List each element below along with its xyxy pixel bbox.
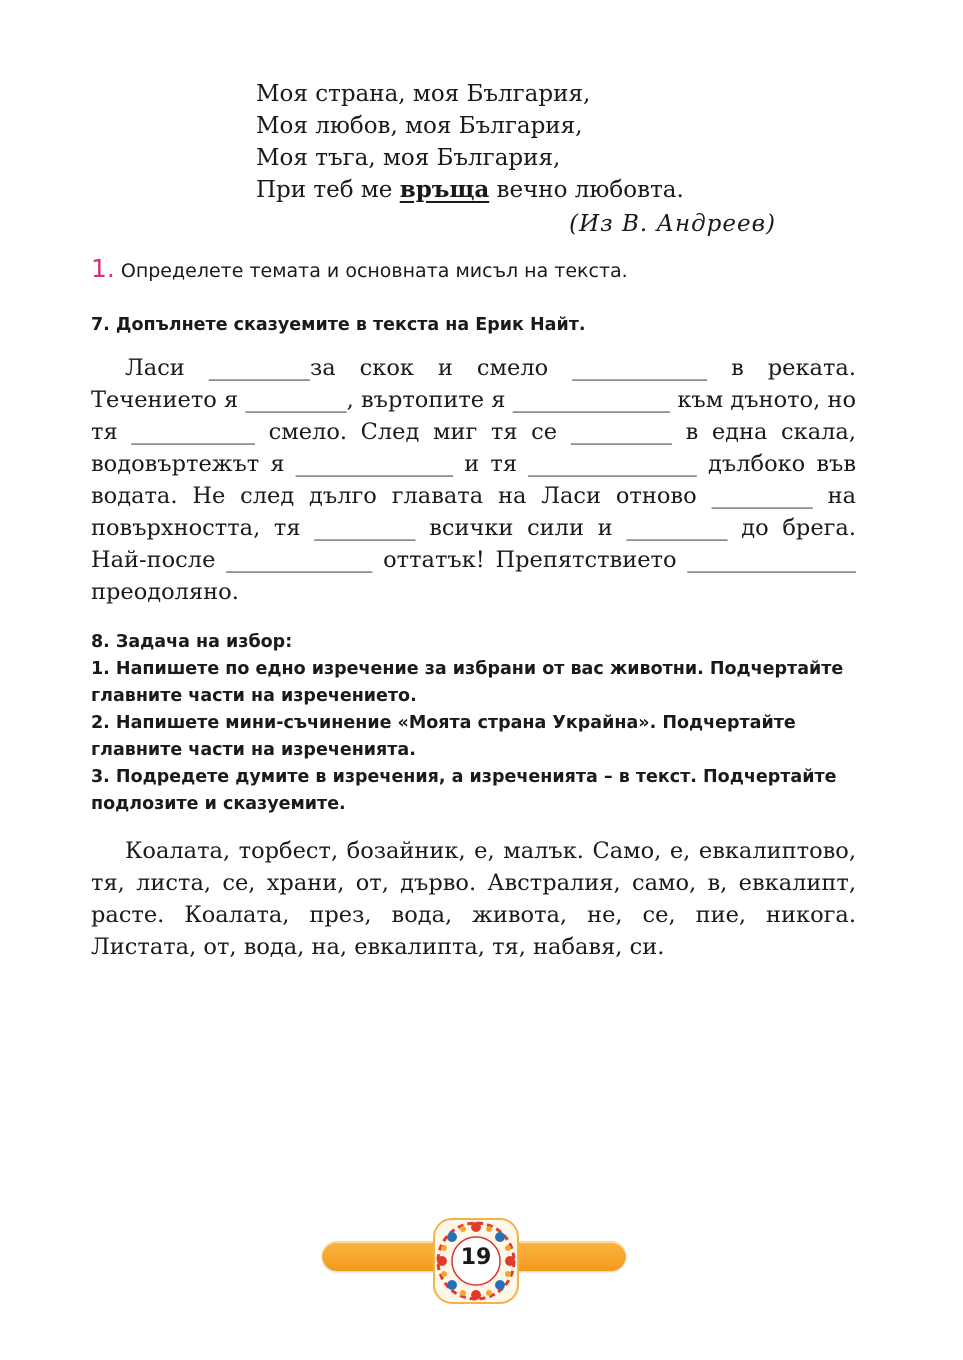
poem-line: Моя тъга, моя България,: [256, 145, 561, 171]
task-1-text: Определете темата и основната мисъл на текста.: [120, 260, 628, 282]
task-7-heading: 7. Допълнете сказуемите в текста на Ерик Найт.: [91, 315, 586, 335]
poem-emphasized-word: връща: [399, 176, 490, 203]
task-1-number: 1.: [91, 254, 115, 283]
task-8-item: 2. Напишете мини-съчинение «Моята страна Украйна». Подчертайте главните части на изреченията.: [91, 713, 796, 760]
poem-line: Моя страна, моя България,: [256, 81, 591, 107]
poem: [256, 78, 796, 240]
task-1: [91, 254, 891, 283]
page-number-footer: [320, 1215, 628, 1310]
poem-line-last: [256, 174, 796, 206]
page-number: 19: [460, 1245, 492, 1270]
task-7-text: Ласи _________за скок и смело ____________ в реката. Течението я _________, въртопите я ______________ към дъното, но тя ___________ смело. След миг тя се _________ в една скала, водовъртежът я ______________ и тя _______________ дълбоко във водата. Не след дълго главата на Ласи отново _________ на повърхността, тя _________ всички сили и _________ до брега. Най-после _____________ оттатък! Препятствието _______________ преодоляно.: [91, 355, 856, 605]
poem-line: Моя любов, моя България,: [256, 113, 583, 139]
poem-author: (Из В. Андреев): [569, 211, 776, 237]
task-8-heading: 8. Задача на избор:: [91, 632, 293, 652]
task-8-block: [91, 629, 871, 818]
ornament-medallion-icon: [430, 1215, 522, 1307]
task-8-item: 1. Напишете по едно изречение за избрани от вас животни. Подчертайте главните части на изречението.: [91, 659, 844, 706]
poem-text: вечно любовта.: [489, 177, 684, 203]
poem-text: При теб ме: [256, 177, 400, 203]
task-8-item: 3. Подредете думите в изречения, а изреченията – в текст. Подчертайте подлозите и сказуемите.: [91, 767, 837, 814]
task-8-text: Коалата, торбест, бозайник, е, малък. Само, е, евкалиптово, тя, листа, се, храни, от, дърво. Австралия, само, в, евкалипт, расте. Коалата, през, вода, живота, не, се, пие, никога. Листата, от, вода, на, евкалипта, тя, набавя, си.: [91, 838, 856, 960]
